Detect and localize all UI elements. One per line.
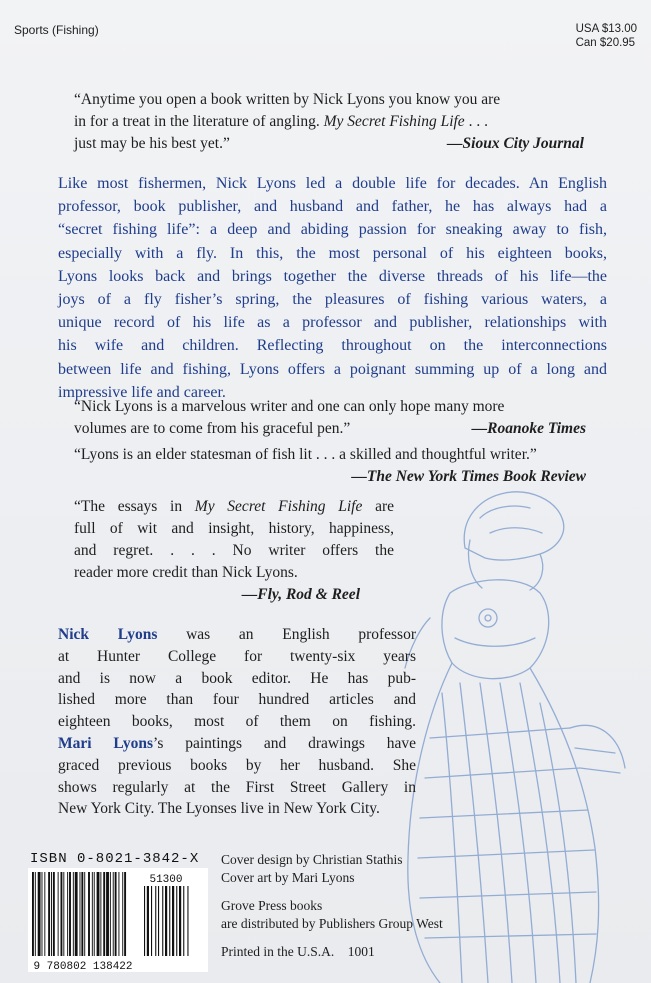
barcode-bar [75,872,78,956]
bio-text: was an English professor [157,626,416,643]
barcode-bar [44,872,45,956]
barcode-bar [73,872,74,956]
barcode-bar [42,872,43,956]
description-line: his wife and children. Reflecting throughout on the interconnections [58,337,607,355]
quote-attribution: —Sioux City Journal [447,135,584,152]
quote-line: and regret. . . . No writer offers the [74,542,394,559]
barcode-bar [122,872,123,956]
description-line: especially with a fly. In this, the most personal of his eighteen books, [58,244,607,262]
quote-attribution: —Roanoke Times [471,420,586,437]
quote-line [74,111,584,133]
bio-line: and is now a book editor. He has pub- [58,669,416,687]
barcode-bar [81,872,83,956]
bio-text: ’s paintings and drawings have [153,734,417,752]
bio-line: at Hunter College for twenty-six years [58,647,416,665]
quote-line: “Anytime you open a book written by Nick Lyons you know you are [74,91,501,108]
bio-line [58,733,416,755]
barcode-bar [51,872,52,956]
print-code: 1001 [347,944,375,959]
quote-attribution: —Fly, Rod & Reel [241,586,360,603]
barcode-bar [92,872,93,956]
barcode-bar [115,872,117,956]
barcode-addon-bar [158,886,159,956]
barcode-bar [69,872,71,956]
illustrator-name: Mari Lyons [58,734,154,752]
barcode-addon-bar [162,886,163,956]
price-usa: USA $13.00 [575,23,637,35]
publisher-line: Grove Press books [221,898,323,913]
price-code: 51300 [149,874,183,886]
printed-line [221,943,521,961]
barcode-addon-bar [179,886,181,956]
quote-line [74,496,394,518]
quote-line: full of wit and insight, history, happiness, [74,520,394,537]
quote-line [74,418,586,440]
barcode-bar [84,872,85,956]
bio-line: New York City. The Lyonses live in New York City. [58,800,380,818]
barcode-bar [67,872,68,956]
barcode-bar [32,872,34,956]
barcode-addon-bar [172,886,174,956]
quote-line: reader more credit than Nick Lyons. [74,564,298,581]
author-name: Nick Lyons [58,626,158,643]
credits-block [221,851,521,961]
description-line: impressive life and career. [58,383,226,401]
barcode-bar [106,872,109,956]
bio-line: shows regularly at the First Street Gallery in [58,778,416,796]
barcode-addon-bar [155,886,156,956]
bio-line: lished more than four hundred articles and [58,691,416,709]
barcode-addon-bar [169,886,170,956]
barcode-addon-bar [144,886,145,956]
barcode-bar [110,872,111,956]
barcode-bar [118,872,119,956]
barcode-addon-bar [187,886,188,956]
printed-text: Printed in the U.S.A. [221,944,335,959]
book-title: My Secret Fishing Life [323,113,465,130]
cover-design-credit: Cover design by Christian Stathis [221,852,403,867]
barcode-bar [53,872,55,956]
barcode-bar [58,872,59,956]
barcode-bar [113,872,114,956]
book-description [58,172,607,404]
barcode-addon-bar [176,886,177,956]
barcode-addon-bar [183,886,184,956]
quote-line: “Nick Lyons is a marvelous writer and one can only hope many more [74,398,505,415]
barcode-bar [97,872,100,956]
barcode-addon-bar [165,886,167,956]
description-line: professor, book publisher, and husband and father, he has always had a [58,198,607,216]
barcode-bar [80,872,81,956]
barcode-bar [103,872,105,956]
description-line: “secret fishing life”: a deep and abiding passion for sneaking away to fish, [58,221,607,239]
barcode-bar [38,872,41,956]
bio-line [58,624,416,646]
barcode-bar [88,872,90,956]
quote-line [74,133,584,155]
quote-text: are [362,498,395,515]
barcode-bar [48,872,50,956]
description-line: unique record of his life as a professor and publisher, relationships with [58,314,607,332]
barcode-bar [94,872,95,956]
barcode-bar [63,872,64,956]
description-line: Lyons looks back and brings together the diverse threads of his life—the [58,267,607,285]
barcode-bar [124,872,126,956]
quote-attribution: —The New York Times Book Review [351,468,586,485]
price-block [576,22,637,50]
quote-line: “Lyons is an elder statesman of fish lit . . . a skilled and thoughtful writer.” [74,446,537,463]
distributor-line: are distributed by Publishers Group West [221,916,443,931]
author-bio [58,624,416,820]
price-can: Can $20.95 [575,37,636,49]
barcode-digits: 9 780802 138422 [33,961,133,972]
bio-line: eighteen books, most of them on fishing. [58,713,416,731]
description-line: Like most fishermen, Nick Lyons led a double life for decades. An English [58,175,607,192]
book-title: My Secret Fishing Life [194,498,363,515]
barcode-bar [100,872,101,956]
barcode-bar [61,872,63,956]
category-label: Sports (Fishing) [14,23,99,37]
quote-text: volumes are to come from his graceful pen.” [74,420,351,437]
description-line: between life and fishing, Lyons offers a poignant summing up of a long and [58,360,607,378]
barcode-bar [35,872,36,956]
quote-text: just may be his best yet.” [74,135,230,152]
description-line: joys of a fly fisher’s spring, the pleasures of fishing various waters, a [58,291,607,309]
barcode [28,868,208,972]
review-quote-roanoke [74,396,586,440]
barcode-addon-bar [151,886,152,956]
quote-text: in for a treat in the literature of angling. [74,113,324,130]
bio-line: graced previous books by her husband. She [58,756,416,774]
quote-text: . . . [464,113,488,130]
review-quote-fly-rod-reel [74,496,394,606]
barcode-addon-bar [147,886,149,956]
review-quote-sioux-city [74,89,584,155]
isbn-label: ISBN 0-8021-3842-X [30,851,200,867]
cover-art-credit: Cover art by Mari Lyons [221,870,355,885]
quote-text: “The essays in [74,498,195,515]
